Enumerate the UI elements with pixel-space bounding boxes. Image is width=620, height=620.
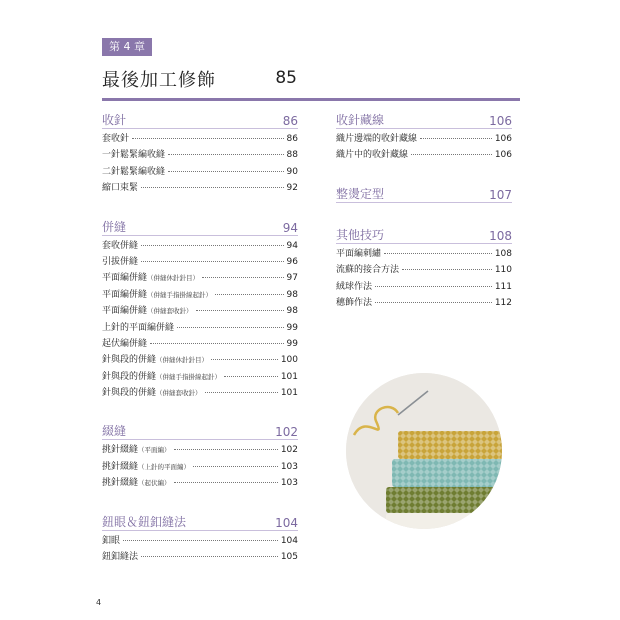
toc-entry[interactable] bbox=[102, 164, 298, 180]
entry-label: 一針鬆緊編收縫 bbox=[102, 150, 166, 161]
entry-subtitle: （併縫手指掛線起針） bbox=[156, 372, 222, 381]
toc-entry[interactable] bbox=[102, 320, 298, 336]
entry-label: 穗飾作法 bbox=[336, 297, 373, 308]
toc-section bbox=[336, 182, 512, 205]
page-title: 最後加工修飾 bbox=[102, 70, 216, 91]
entry-label: 絨球作法 bbox=[336, 281, 373, 292]
toc-entry[interactable] bbox=[336, 262, 512, 278]
toc-entry[interactable] bbox=[336, 279, 512, 295]
entry-page: 96 bbox=[286, 256, 298, 267]
toc-entry[interactable] bbox=[102, 131, 298, 147]
toc-section bbox=[336, 108, 512, 164]
dot-leader bbox=[211, 359, 278, 360]
toc-section bbox=[102, 510, 298, 566]
entry-label: 針與段的併縫 bbox=[102, 388, 157, 399]
page-title-number: 85 bbox=[275, 68, 297, 88]
toc-section bbox=[102, 419, 298, 491]
toc-entry[interactable] bbox=[102, 287, 298, 303]
entry-label: 挑針綴縫 bbox=[102, 461, 139, 472]
entry-subtitle: （平面編） bbox=[138, 446, 171, 455]
entry-label: 起伏編併縫 bbox=[102, 338, 148, 349]
entry-label: 釦眼 bbox=[102, 535, 121, 546]
toc-entry[interactable] bbox=[102, 147, 298, 163]
entry-label: 針與段的併縫 bbox=[102, 371, 157, 382]
section-title: 鈕眼＆鈕釦縫法 bbox=[102, 514, 187, 529]
entry-page: 98 bbox=[286, 306, 298, 317]
section-page: 107 bbox=[489, 187, 512, 202]
section-page: 106 bbox=[489, 114, 512, 128]
entry-page: 94 bbox=[286, 240, 298, 251]
section-title: 整燙定型 bbox=[336, 186, 385, 201]
entry-page: 106 bbox=[494, 134, 512, 144]
page-number: 4 bbox=[96, 598, 102, 607]
entry-page: 105 bbox=[280, 552, 298, 563]
entry-label: 鈕釦縫法 bbox=[102, 552, 139, 563]
entry-page: 108 bbox=[494, 248, 512, 259]
toc-section-heading bbox=[102, 510, 298, 531]
section-title: 綴縫 bbox=[102, 424, 127, 439]
dot-leader bbox=[177, 327, 284, 328]
chapter-badge: 第 4 章 bbox=[102, 38, 152, 56]
dot-leader bbox=[141, 245, 284, 246]
dot-leader bbox=[168, 171, 284, 172]
toc-section-heading bbox=[336, 223, 512, 244]
entry-label: 平面編刺繡 bbox=[336, 248, 382, 259]
entry-page: 92 bbox=[286, 183, 298, 194]
entry-label: 平面編併縫 bbox=[102, 289, 148, 300]
toc-section bbox=[336, 223, 512, 312]
toc-entry[interactable] bbox=[102, 352, 298, 368]
dot-leader bbox=[375, 286, 492, 287]
toc-entry[interactable] bbox=[102, 270, 298, 286]
toc-entry[interactable] bbox=[102, 385, 298, 401]
entry-label: 織片邊端的收針藏線 bbox=[336, 134, 418, 144]
section-page: 94 bbox=[282, 220, 298, 235]
entry-label: 平面編併縫 bbox=[102, 273, 148, 284]
toc-entry[interactable] bbox=[102, 369, 298, 385]
entry-label: 上針的平面編併縫 bbox=[102, 322, 175, 333]
toc-entry[interactable] bbox=[102, 254, 298, 270]
entry-page: 112 bbox=[494, 297, 512, 308]
entry-page: 106 bbox=[494, 150, 512, 161]
entry-page: 97 bbox=[286, 273, 298, 284]
dot-leader bbox=[174, 449, 278, 450]
knitting-swatches-photo bbox=[346, 373, 502, 529]
dot-leader bbox=[141, 187, 284, 188]
dot-leader bbox=[141, 556, 278, 557]
entry-subtitle: （起伏編） bbox=[138, 479, 171, 488]
toc-entry[interactable] bbox=[102, 180, 298, 196]
toc-section bbox=[102, 108, 298, 197]
section-page: 102 bbox=[275, 425, 298, 440]
dot-leader bbox=[420, 138, 492, 139]
entry-label: 縮口束緊 bbox=[102, 183, 139, 194]
entry-subtitle: （併縫套收針） bbox=[156, 389, 202, 398]
dot-leader bbox=[174, 482, 278, 483]
toc-entry[interactable] bbox=[102, 442, 298, 458]
entry-page: 90 bbox=[286, 166, 298, 177]
toc-entry[interactable] bbox=[102, 303, 298, 319]
entry-page: 110 bbox=[494, 265, 512, 276]
entry-page: 99 bbox=[286, 322, 298, 333]
entry-label: 引拔併縫 bbox=[102, 256, 139, 267]
dot-leader bbox=[193, 466, 278, 467]
entry-subtitle: （併縫休針針目） bbox=[156, 356, 209, 365]
entry-page: 86 bbox=[286, 134, 298, 144]
entry-label: 挑針綴縫 bbox=[102, 445, 139, 456]
dot-leader bbox=[215, 294, 284, 295]
toc-section bbox=[102, 215, 298, 402]
dot-leader bbox=[205, 392, 278, 393]
entry-subtitle: （併縫休針針目） bbox=[147, 274, 200, 283]
entry-page: 104 bbox=[280, 535, 298, 546]
toc-entry[interactable] bbox=[102, 459, 298, 475]
dot-leader bbox=[224, 376, 278, 377]
entry-subtitle: （併縫套收針） bbox=[147, 307, 193, 316]
toc-entry[interactable] bbox=[336, 295, 512, 311]
entry-page: 103 bbox=[280, 478, 298, 489]
entry-page: 111 bbox=[494, 281, 512, 292]
dot-leader bbox=[375, 302, 492, 303]
dot-leader bbox=[411, 154, 492, 155]
knitting-swatches-illustration bbox=[346, 373, 502, 529]
entry-label: 二針鬆緊編收縫 bbox=[102, 166, 166, 177]
toc-left-column bbox=[102, 108, 298, 565]
toc-entry[interactable] bbox=[336, 131, 512, 147]
dot-leader bbox=[123, 540, 278, 541]
entry-page: 101 bbox=[280, 371, 298, 382]
dot-leader bbox=[150, 343, 284, 344]
entry-page: 103 bbox=[280, 461, 298, 472]
toc-section-heading bbox=[336, 182, 512, 203]
entry-page: 98 bbox=[286, 289, 298, 300]
entry-label: 平面編併縫 bbox=[102, 306, 148, 317]
entry-page: 88 bbox=[286, 150, 298, 161]
section-page: 86 bbox=[282, 114, 298, 128]
section-page: 108 bbox=[489, 228, 512, 243]
section-page: 104 bbox=[275, 515, 298, 530]
toc-section-heading bbox=[102, 419, 298, 440]
entry-label: 挑針綴縫 bbox=[102, 478, 139, 489]
section-title: 併縫 bbox=[102, 219, 127, 234]
toc-entry[interactable] bbox=[102, 533, 298, 549]
dot-leader bbox=[141, 261, 284, 262]
dot-leader bbox=[168, 154, 284, 155]
entry-subtitle: （上針的平面編） bbox=[138, 462, 191, 471]
toc-entry[interactable] bbox=[102, 549, 298, 565]
dot-leader bbox=[384, 253, 492, 254]
entry-page: 102 bbox=[280, 445, 298, 456]
entry-label: 套收針 bbox=[102, 134, 130, 144]
toc-section-heading bbox=[336, 108, 512, 129]
dot-leader bbox=[196, 310, 284, 311]
toc-entry[interactable] bbox=[102, 336, 298, 352]
dot-leader bbox=[402, 269, 492, 270]
toc-entry[interactable] bbox=[102, 238, 298, 254]
title-rule bbox=[102, 98, 520, 101]
toc-section-heading bbox=[102, 108, 298, 129]
toc-entry[interactable] bbox=[102, 475, 298, 491]
dot-leader bbox=[132, 138, 284, 139]
entry-page: 100 bbox=[280, 355, 298, 366]
dot-leader bbox=[202, 277, 284, 278]
section-title: 其他技巧 bbox=[336, 227, 385, 242]
entry-page: 99 bbox=[286, 338, 298, 349]
toc-right-column bbox=[336, 108, 512, 311]
entry-subtitle: （併縫手指掛線起針） bbox=[147, 290, 213, 299]
section-title: 收針 bbox=[102, 113, 127, 127]
toc-section-heading bbox=[102, 215, 298, 236]
entry-page: 101 bbox=[280, 388, 298, 399]
toc-entry[interactable] bbox=[336, 147, 512, 163]
entry-label: 套收併縫 bbox=[102, 240, 139, 251]
section-title: 收針藏線 bbox=[336, 113, 385, 127]
entry-label: 流蘇的接合方法 bbox=[336, 265, 400, 276]
entry-label: 針與段的併縫 bbox=[102, 355, 157, 366]
entry-label: 織片中的收針藏線 bbox=[336, 150, 409, 161]
toc-entry[interactable] bbox=[336, 246, 512, 262]
